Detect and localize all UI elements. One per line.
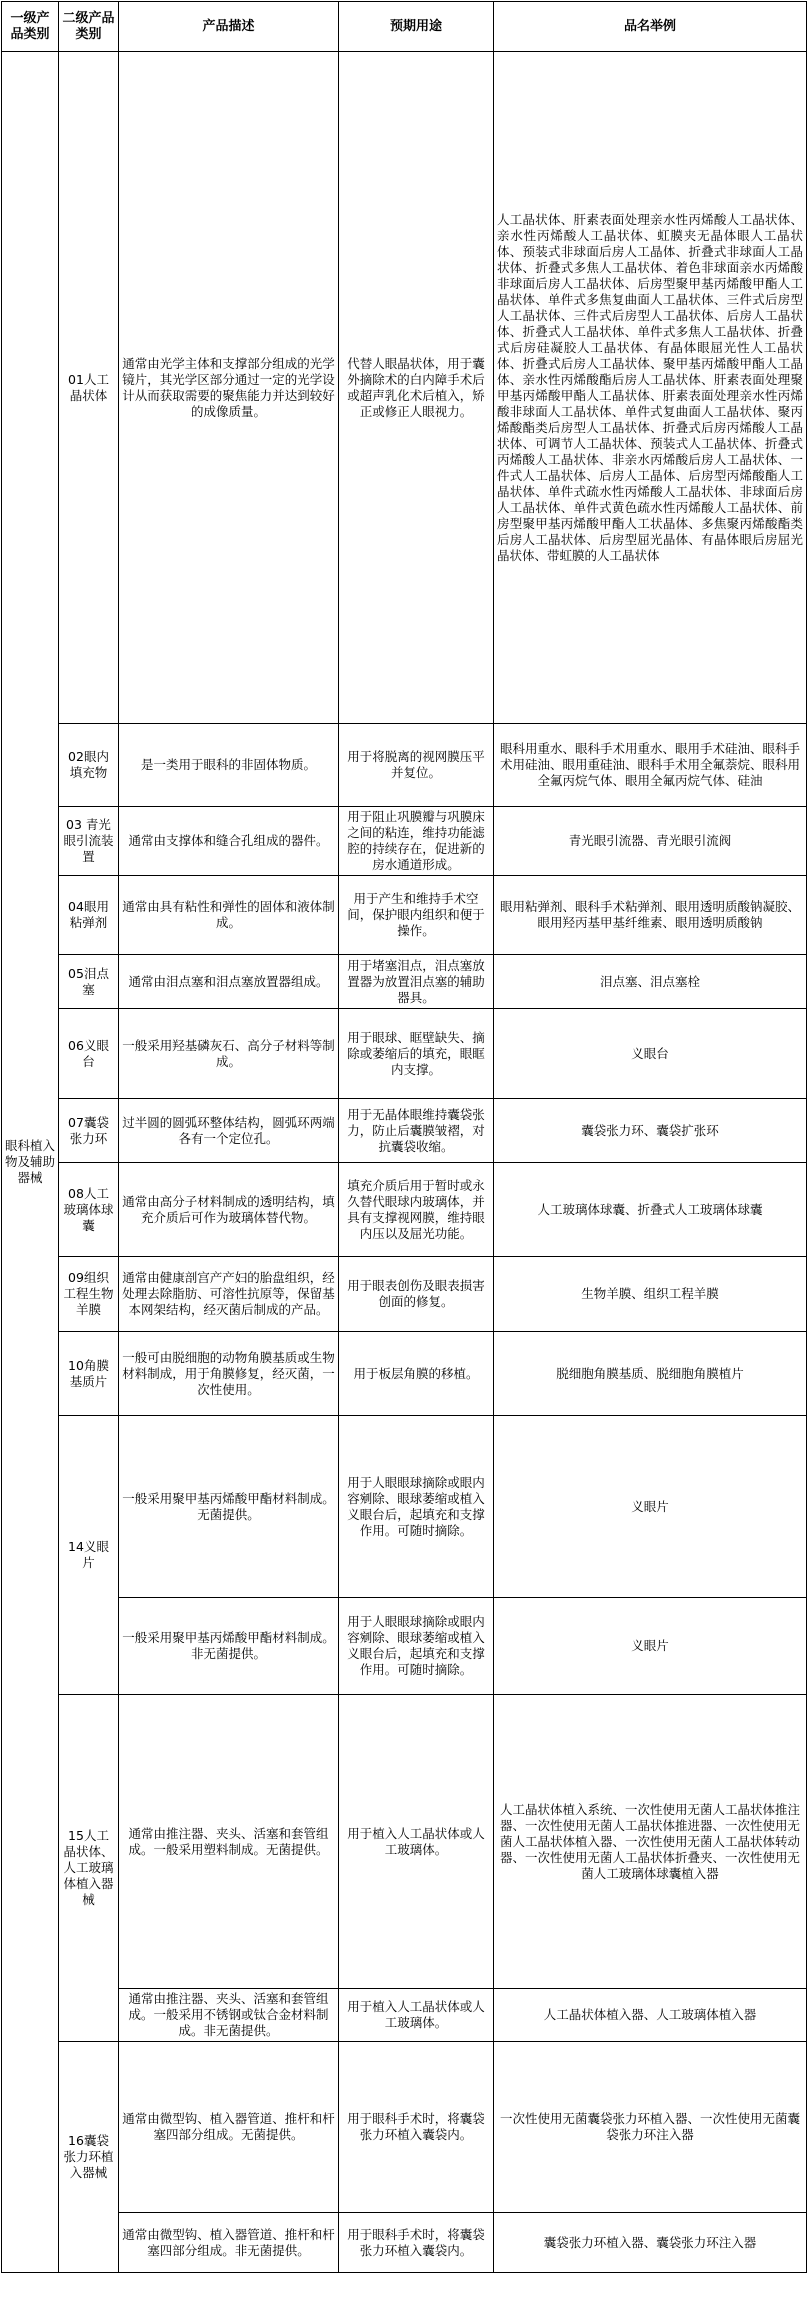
level2-category: 08人工玻璃体球囊 (59, 1163, 119, 1257)
level2-category: 03 青光眼引流装置 (59, 807, 119, 876)
product-examples: 生物羊膜、组织工程羊膜 (494, 1257, 807, 1332)
table-row (2, 2213, 807, 2273)
product-examples: 义眼台 (494, 1009, 807, 1099)
table-row (2, 1695, 807, 1989)
level2-category: 05泪点塞 (59, 955, 119, 1009)
level2-category: 15人工晶状体、人工玻璃体植入器械 (59, 1695, 119, 2042)
product-description: 过半圆的圆弧环整体结构，圆弧环两端各有一个定位孔。 (119, 1099, 339, 1163)
product-examples: 人工晶状体植入系统、一次性使用无菌人工晶状体推注器、一次性使用无菌人工晶状体推进器、一次性使用无菌人工晶状体植入器、一次性使用无菌人工晶状体转动器、一次性使用无菌人工晶状体折叠夹、一次性使用无菌人工玻璃体球囊植入器 (494, 1695, 807, 1989)
product-description: 通常由光学主体和支撑部分组成的光学镜片，其光学区部分通过一定的光学设计从而获取需要的聚焦能力并达到较好的成像质量。 (119, 52, 339, 724)
product-description: 通常由推注器、夹头、活塞和套管组成。一般采用不锈钢或钛合金材料制成。非无菌提供。 (119, 1989, 339, 2042)
table-row (2, 1009, 807, 1099)
table-row (2, 1416, 807, 1598)
table-row (2, 955, 807, 1009)
product-catalog-table (1, 1, 807, 2273)
product-examples: 眼用粘弹剂、眼科手术粘弹剂、眼用透明质酸钠凝胶、眼用羟丙基甲基纤维素、眼用透明质酸钠 (494, 876, 807, 955)
product-examples: 囊袋张力环植入器、囊袋张力环注入器 (494, 2213, 807, 2273)
intended-use: 用于将脱离的视网膜压平并复位。 (339, 724, 494, 807)
product-description: 一般采用聚甲基丙烯酸甲酯材料制成。无菌提供。 (119, 1416, 339, 1598)
header-level2: 二级产品类别 (59, 2, 119, 52)
level2-category: 14义眼片 (59, 1416, 119, 1695)
product-examples: 人工玻璃体球囊、折叠式人工玻璃体球囊 (494, 1163, 807, 1257)
product-description: 通常由推注器、夹头、活塞和套管组成。一般采用塑料制成。无菌提供。 (119, 1695, 339, 1989)
intended-use: 用于眼表创伤及眼表损害创面的修复。 (339, 1257, 494, 1332)
intended-use: 用于无晶体眼维持囊袋张力，防止后囊膜皱褶，对抗囊袋收缩。 (339, 1099, 494, 1163)
intended-use: 用于阻止巩膜瓣与巩膜床之间的粘连，维持功能滤腔的持续存在，促进新的房水通道形成。 (339, 807, 494, 876)
intended-use: 用于人眼眼球摘除或眼内容剜除、眼球萎缩或植入义眼台后，起填充和支撑作用。可随时摘除。 (339, 1598, 494, 1695)
product-examples: 眼科用重水、眼科手术用重水、眼用手术硅油、眼科手术用硅油、眼用重硅油、眼科手术用全氟萘烷、眼科用全氟丙烷气体、眼用全氟丙烷气体、硅油 (494, 724, 807, 807)
intended-use: 用于眼科手术时，将囊袋张力环植入囊袋内。 (339, 2213, 494, 2273)
product-examples: 脱细胞角膜基质、脱细胞角膜植片 (494, 1332, 807, 1416)
product-description: 通常由微型钩、植入器管道、推杆和杆塞四部分组成。非无菌提供。 (119, 2213, 339, 2273)
product-description: 通常由高分子材料制成的透明结构，填充介质后可作为玻璃体替代物。 (119, 1163, 339, 1257)
product-description: 通常由微型钩、植入器管道、推杆和杆塞四部分组成。无菌提供。 (119, 2042, 339, 2213)
level2-category: 01人工晶状体 (59, 52, 119, 724)
header-level1: 一级产品类别 (2, 2, 59, 52)
product-examples: 泪点塞、泪点塞栓 (494, 955, 807, 1009)
level2-category: 02眼内填充物 (59, 724, 119, 807)
level2-category: 06义眼台 (59, 1009, 119, 1099)
table-row (2, 1598, 807, 1695)
level1-category: 眼科植入物及辅助器械 (2, 52, 59, 2273)
product-description: 一般采用聚甲基丙烯酸甲酯材料制成。非无菌提供。 (119, 1598, 339, 1695)
product-examples: 义眼片 (494, 1598, 807, 1695)
table-row (2, 724, 807, 807)
product-examples: 人工晶状体、肝素表面处理亲水性丙烯酸人工晶状体、亲水性丙烯酸人工晶状体、虹膜夹无晶体眼人工晶状体、预装式非球面后房人工晶体、折叠式非球面人工晶状体、折叠式多焦人工晶状体、着色非球面亲水丙烯酸非球面后房人工晶状体、后房型聚甲基丙烯酸甲酯人工晶状体、单件式多焦复曲面人工晶状体、三件式后房型人工晶状体、三件式后房型人工晶状体、后房人工晶状体、折叠式人工晶状体、单件式多焦人工晶状体、折叠式后房硅凝胶人工晶状体、有晶体眼屈光性人工晶状体、折叠式后房人工晶状体、聚甲基丙烯酸甲酯人工晶体、亲水性丙烯酸酯后房人工晶状体、肝素表面处理聚甲基丙烯酸甲酯人工晶状体、肝素表面处理亲水性丙烯酸非球面人工晶状体、单件式复曲面人工晶状体、聚丙烯酸酯类后房型人工晶状体、折叠式后房丙烯酸人工晶状体、可调节人工晶状体、预装式人工晶状体、折叠式丙烯酸人工晶状体、非亲水丙烯酸后房人工晶状体、一件式人工晶状体、后房人工晶体、后房型丙烯酸酯人工晶状体、单件式疏水性丙烯酸人工晶状体、非球面后房人工晶状体、单件式黄色疏水性丙烯酸人工晶状体、前房型聚甲基丙烯酸甲酯人工状晶体、多焦聚丙烯酸酯类后房人工晶状体、后房型屈光晶体、有晶体眼后房屈光晶状体、带虹膜的人工晶状体 (494, 52, 807, 724)
table-row (2, 876, 807, 955)
product-examples: 囊袋张力环、囊袋扩张环 (494, 1099, 807, 1163)
level2-category: 04眼用粘弹剂 (59, 876, 119, 955)
intended-use: 用于产生和维持手术空间，保护眼内组织和便于操作。 (339, 876, 494, 955)
intended-use: 代替人眼晶状体，用于囊外摘除术的白内障手术后或超声乳化术后植入，矫正或修正人眼视力。 (339, 52, 494, 724)
level2-category: 16囊袋张力环植入器械 (59, 2042, 119, 2273)
intended-use: 用于眼科手术时，将囊袋张力环植入囊袋内。 (339, 2042, 494, 2213)
table-header-row (2, 2, 807, 52)
level2-category: 07囊袋张力环 (59, 1099, 119, 1163)
intended-use: 用于植入人工晶状体或人工玻璃体。 (339, 1695, 494, 1989)
product-description: 通常由具有粘性和弹性的固体和液体制成。 (119, 876, 339, 955)
header-description: 产品描述 (119, 2, 339, 52)
product-examples: 义眼片 (494, 1416, 807, 1598)
intended-use: 用于板层角膜的移植。 (339, 1332, 494, 1416)
table-row (2, 1099, 807, 1163)
table-row (2, 1163, 807, 1257)
table-row (2, 1989, 807, 2042)
table-row (2, 807, 807, 876)
product-description: 一般可由脱细胞的动物角膜基质或生物材料制成，用于角膜修复，经灭菌，一次性使用。 (119, 1332, 339, 1416)
level2-category: 10角膜基质片 (59, 1332, 119, 1416)
intended-use: 用于眼球、眶壁缺失、摘除或萎缩后的填充，眼眶内支撑。 (339, 1009, 494, 1099)
intended-use: 用于人眼眼球摘除或眼内容剜除、眼球萎缩或植入义眼台后，起填充和支撑作用。可随时摘除。 (339, 1416, 494, 1598)
intended-use: 用于植入人工晶状体或人工玻璃体。 (339, 1989, 494, 2042)
product-description: 是一类用于眼科的非固体物质。 (119, 724, 339, 807)
table-row (2, 1257, 807, 1332)
intended-use: 用于堵塞泪点，泪点塞放置器为放置泪点塞的辅助器具。 (339, 955, 494, 1009)
table-row (2, 52, 807, 724)
product-description: 通常由健康剖宫产产妇的胎盘组织，经处理去除脂肪、可溶性抗原等，保留基本网架结构，经灭菌后制成的产品。 (119, 1257, 339, 1332)
header-examples: 品名举例 (494, 2, 807, 52)
header-intended-use: 预期用途 (339, 2, 494, 52)
level2-category: 09组织工程生物羊膜 (59, 1257, 119, 1332)
table-row (2, 2042, 807, 2213)
product-examples: 青光眼引流器、青光眼引流阀 (494, 807, 807, 876)
product-description: 通常由支撑体和缝合孔组成的器件。 (119, 807, 339, 876)
product-examples: 人工晶状体植入器、人工玻璃体植入器 (494, 1989, 807, 2042)
table-row (2, 1332, 807, 1416)
product-description: 一般采用羟基磷灰石、高分子材料等制成。 (119, 1009, 339, 1099)
product-description: 通常由泪点塞和泪点塞放置器组成。 (119, 955, 339, 1009)
intended-use: 填充介质后用于暂时或永久替代眼球内玻璃体，并具有支撑视网膜，维持眼内压以及屈光功能。 (339, 1163, 494, 1257)
product-examples: 一次性使用无菌囊袋张力环植入器、一次性使用无菌囊袋张力环注入器 (494, 2042, 807, 2213)
